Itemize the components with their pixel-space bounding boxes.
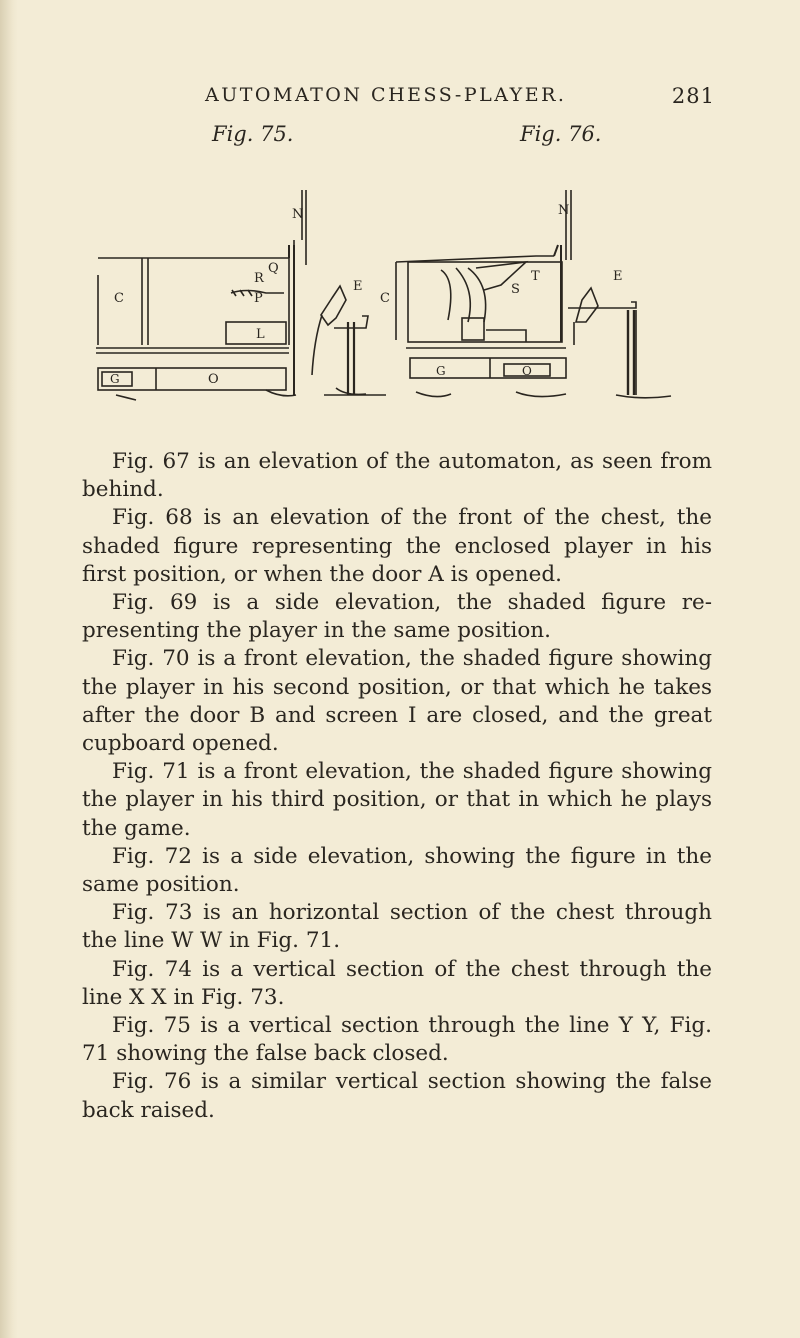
fig-75-arm-block [321, 286, 346, 325]
fig-76-label-t: T [531, 269, 540, 284]
fig-75-label-p: P [254, 291, 263, 306]
fig-75-arc [312, 315, 322, 375]
paragraph-fig-76: Fig. 76 is a similar vertical section showing the false back raised. [82, 1069, 712, 1123]
fig-76-drawer-row [410, 358, 566, 378]
paragraph-fig-74: Fig. 74 is a vertical section of the chest through the line X X in Fig. 73. [82, 956, 712, 1010]
fig-75-floor-shadow [266, 390, 296, 396]
paragraph-fig-75: Fig. 75 is a vertical section through the line Y Y, Fig. 71 showing the false back closed. [82, 1013, 712, 1067]
fig-76-label-n: N [558, 203, 570, 218]
fig-76-label-c: C [380, 291, 390, 306]
fig-75-label-c: C [114, 291, 124, 306]
fig-75-drawing [96, 190, 386, 400]
paragraph-fig-71: Fig. 71 is a front elevation, the shaded figure showing the player in his third position, or that in which he plays the game. [82, 759, 712, 841]
paragraph-fig-69: Fig. 69 is a side elevation, the shaded figure re- presenting the player in the same position. [82, 590, 712, 644]
fig-75-caption: Fig. 75. [212, 122, 294, 146]
paragraph-fig-72: Fig. 72 is a side elevation, showing the figure in the same position. [82, 843, 712, 898]
fig-75-floor-mark [116, 395, 136, 400]
page-edge-shadow [0, 0, 18, 1338]
fig-75-label-r: R [254, 271, 264, 286]
fig-75-label-g: G [110, 372, 120, 386]
body-text [82, 448, 712, 1125]
fig-76-column [628, 310, 634, 395]
fig-76-base [616, 395, 671, 398]
fig-76-shaded-figure [441, 268, 486, 322]
fig-76-frame [566, 190, 571, 260]
paragraph-fig-68: Fig. 68 is an elevation of the front of the chest, the shaded figure representing the enclosed player in his first position, or when the door A is opened. [82, 505, 712, 587]
fig-76-caption: Fig. 76. [520, 122, 602, 146]
fig-75-label-o: O [208, 372, 219, 387]
fig-75-label-l: L [256, 327, 265, 342]
fig-76-floor-shadow [416, 392, 566, 397]
fig-76-label-g: G [436, 364, 446, 378]
fig-75-column [348, 322, 354, 395]
fig-75-shoulder [334, 316, 368, 328]
figures-area [96, 150, 716, 420]
fig-75-frame [294, 190, 306, 265]
fig-76-label-s: S [511, 282, 520, 297]
paragraph-fig-73: Fig. 73 is an horizontal section of the chest through the line W W in Fig. 71. [82, 900, 712, 954]
paragraph-fig-67: Fig. 67 is an elevation of the automaton, as seen from behind. [82, 449, 712, 503]
figure-engravings [96, 150, 716, 420]
running-head-title: AUTOMATON CHESS-PLAYER. [205, 84, 567, 106]
page-number: 281 [671, 84, 715, 108]
fig-76-label-e: E [613, 269, 623, 284]
fig-76-back-board [554, 245, 561, 342]
fig-75-shelf [96, 348, 289, 353]
fig-75-label-n: N [292, 207, 304, 222]
fig-75-label-e: E [353, 279, 363, 294]
fig-76-seat-step [486, 330, 526, 342]
fig-75-foot [336, 388, 366, 394]
paragraph-fig-70: Fig. 70 is a front elevation, the shaded figure showing the player in his second position, or that which he takes after the door B and screen I are closed, and the great cupboard opened. [82, 646, 712, 757]
fig-76-shoulder [568, 302, 636, 308]
fig-76-labels [380, 203, 623, 378]
fig-76-label-o: O [522, 364, 532, 378]
fig-76-arm-block [576, 288, 598, 322]
fig-76-seat [462, 318, 484, 340]
fig-75-label-q: Q [268, 261, 279, 276]
fig-75-inner-wall [142, 258, 148, 345]
